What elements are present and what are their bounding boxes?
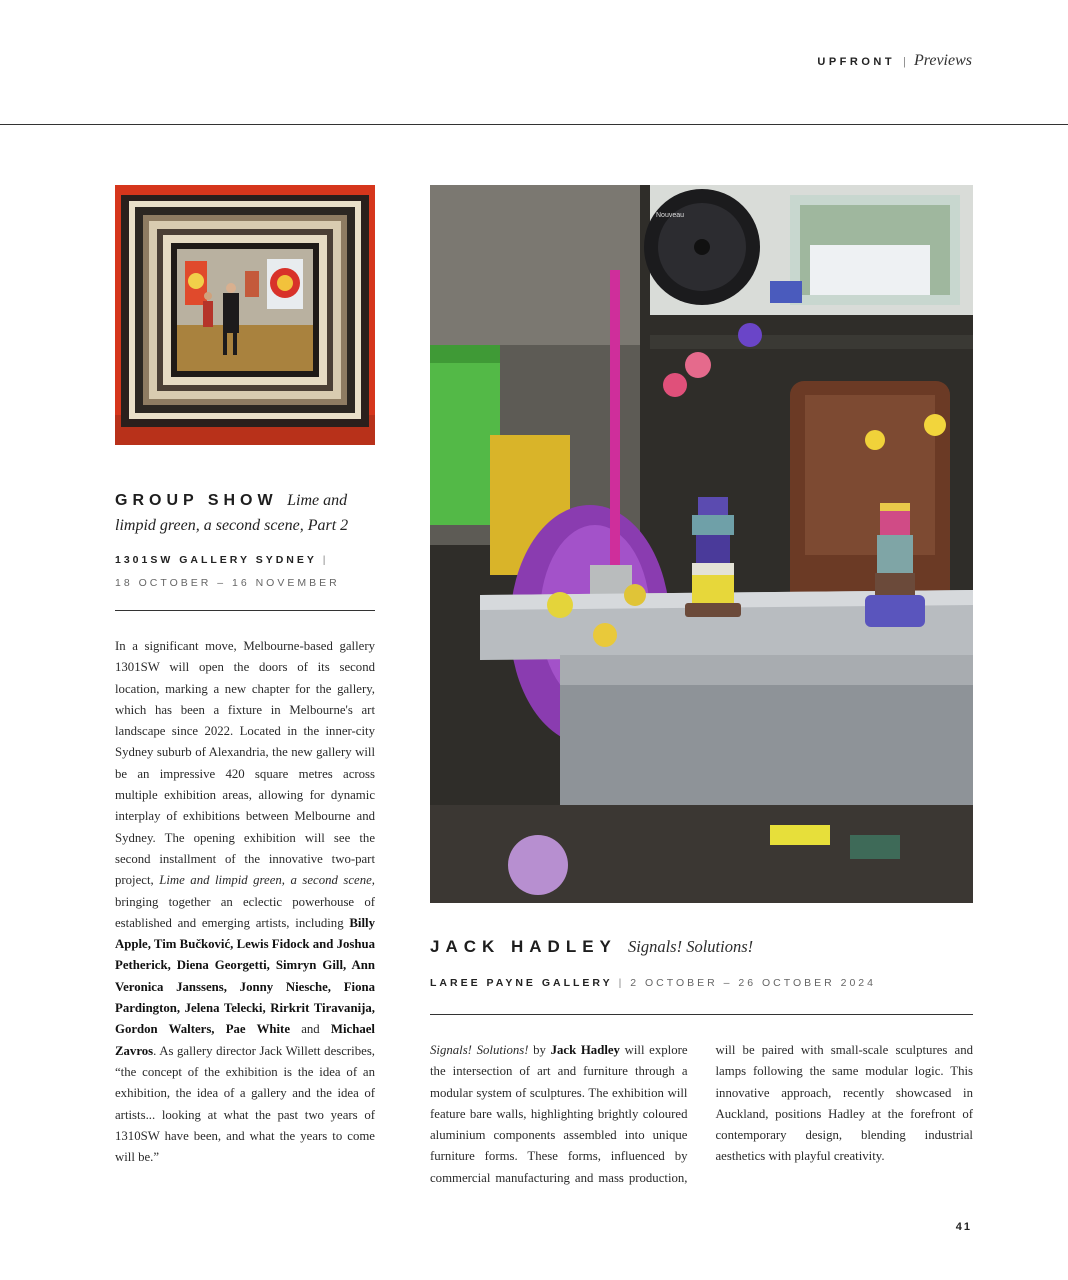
jack-hadley-venue-line xyxy=(430,972,973,995)
jack-hadley-body-title: Signals! Solutions! xyxy=(430,1043,529,1057)
jack-hadley-heading xyxy=(430,937,973,957)
jack-hadley-body-artist: Jack Hadley xyxy=(550,1043,620,1057)
group-show-venue: 1301SW GALLERY SYDNEY xyxy=(115,554,317,566)
group-show-body-project: Lime and limpid green, a second scene, xyxy=(159,873,375,888)
group-show-body-mid: bringing together an eclectic powerhouse of established and emerging artists, including xyxy=(115,894,375,930)
group-show-dates: 18 OCTOBER – 16 NOVEMBER xyxy=(115,577,340,589)
page-number: 41 xyxy=(955,1221,972,1233)
subsection-label: Previews xyxy=(913,52,972,69)
group-show-title: Lime and limpid green, a second scene, Part 2 xyxy=(115,492,349,534)
group-show-artists: Billy Apple, Tim Bučković, Lewis Fidock and Joshua Petherick, Diena Georgetti, Simryn Gill, Ann Veronica Janssens, Jonny Niesche, Fiona Pardington, Jelena Telecki, Rirkrit Tiravanija, Gordon Walters, Pae White xyxy=(115,915,375,1037)
header-rule xyxy=(0,124,1068,125)
group-show-body xyxy=(115,636,375,1168)
group-show-heading xyxy=(115,488,377,595)
group-show-label: GROUP SHOW xyxy=(115,492,278,509)
jack-hadley-body-text: will explore the intersection of art and furniture through a modular system of sculptures. The exhibition will feature bare walls, highlighting brightly coloured aluminium components assembled into unique furniture forms. These forms, influenced by commercial manufacturing and mass production, will be paired with small-scale sculptures and lamps following the same modular logic. This innovative approach, recently showcased in Auckland, positions Hadley at the forefront of contemporary design, blending industrial aesthetics with playful creativity. xyxy=(430,1043,973,1185)
group-show-last-artist: Michael Zavros xyxy=(115,1022,375,1058)
group-show-body-end: . As gallery director Jack Willett describes, “the concept of the exhibition is the idea of an exhibition, the idea of a gallery and the idea of artists... looking at what the past two years of 1310SW have been, and what the years to come will be.” xyxy=(115,1043,375,1165)
group-show-rule xyxy=(115,610,375,611)
jack-hadley-body xyxy=(430,1040,973,1189)
section-label: UPFRONT xyxy=(817,56,896,68)
group-show-and: and xyxy=(301,1022,320,1037)
section-separator: | xyxy=(903,56,906,68)
jack-hadley-body-by: by xyxy=(533,1043,546,1057)
group-show-venue-line xyxy=(115,549,377,572)
jack-hadley-venue-separator: | xyxy=(618,977,625,989)
group-show-venue-separator: | xyxy=(322,554,329,566)
jack-hadley-venue: LAREE PAYNE GALLERY xyxy=(430,977,613,989)
running-head xyxy=(817,52,972,70)
group-show-artwork-image xyxy=(115,185,375,445)
jack-hadley-label: JACK HADLEY xyxy=(430,937,617,956)
jack-hadley-studio-photo xyxy=(430,185,973,903)
jack-hadley-rule xyxy=(430,1014,973,1015)
jack-hadley-dates: 2 OCTOBER – 26 OCTOBER 2024 xyxy=(630,977,876,989)
jack-hadley-title: Signals! Solutions! xyxy=(628,937,754,956)
fan-brand-text: Nouveau xyxy=(656,212,685,219)
group-show-body-intro: In a significant move, Melbourne-based gallery 1301SW will open the doors of its second location, marking a new chapter for the gallery, which has been a fixture in Melbourne's art landscape since 2022. Located in the inner-city Sydney suburb of Alexandria, the new gallery will be an impressive 420 square metres across multiple exhibition areas, allowing for dynamic interplay of exhibitions between Melbourne and Sydney. The opening exhibition will see the second installment of the innovative two-part project, xyxy=(115,639,375,888)
